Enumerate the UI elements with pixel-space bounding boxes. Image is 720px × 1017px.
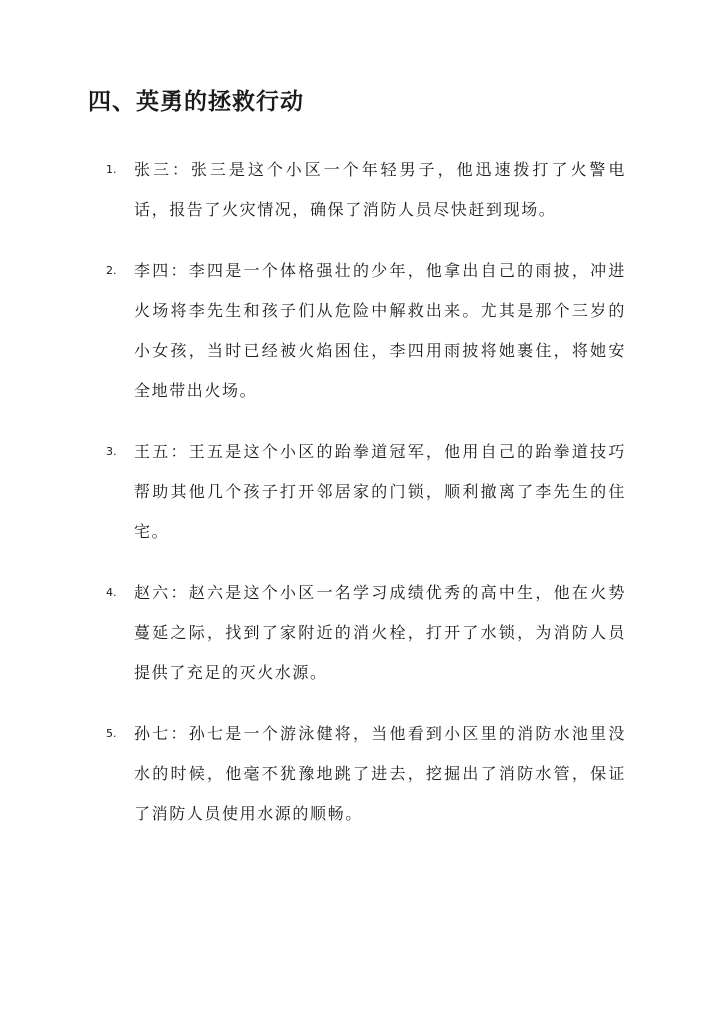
list-item (106, 150, 626, 230)
list-item-number: 5. (106, 727, 117, 740)
list-item (106, 251, 626, 411)
rescue-list (106, 150, 626, 855)
list-item-number: 1. (106, 163, 117, 176)
section-heading: 四、英勇的拯救行动 (88, 89, 304, 115)
list-item-text: 孙七：孙七是一个游泳健将，当他看到小区里的消防水池里没水的时候，他毫不犹豫地跳了进去，挖掘出了消防水管，保证了消防人员使用水源的顺畅。 (134, 724, 626, 823)
list-item-text: 张三：张三是这个小区一个年轻男子，他迅速拨打了火警电话，报告了火灾情况，确保了消防人员尽快赶到现场。 (134, 160, 626, 219)
list-item-text: 王五：王五是这个小区的跆拳道冠军，他用自己的跆拳道技巧帮助其他几个孩子打开邻居家的门锁，顺利撤离了李先生的住宅。 (134, 442, 626, 541)
list-item-text: 赵六：赵六是这个小区一名学习成绩优秀的高中生，他在火势蔓延之际，找到了家附近的消火栓，打开了水锁，为消防人员提供了充足的灭火水源。 (134, 583, 626, 682)
list-item-number: 4. (106, 586, 117, 599)
list-item (106, 432, 626, 552)
list-item-number: 3. (106, 445, 117, 458)
list-item-number: 2. (106, 264, 117, 277)
list-item-text: 李四：李四是一个体格强壮的少年，他拿出自己的雨披，冲进火场将李先生和孩子们从危险中解救出来。尤其是那个三岁的小女孩，当时已经被火焰困住，李四用雨披将她裹住，将她安全地带出火场。 (134, 261, 626, 400)
list-item (106, 573, 626, 693)
list-item (106, 714, 626, 834)
